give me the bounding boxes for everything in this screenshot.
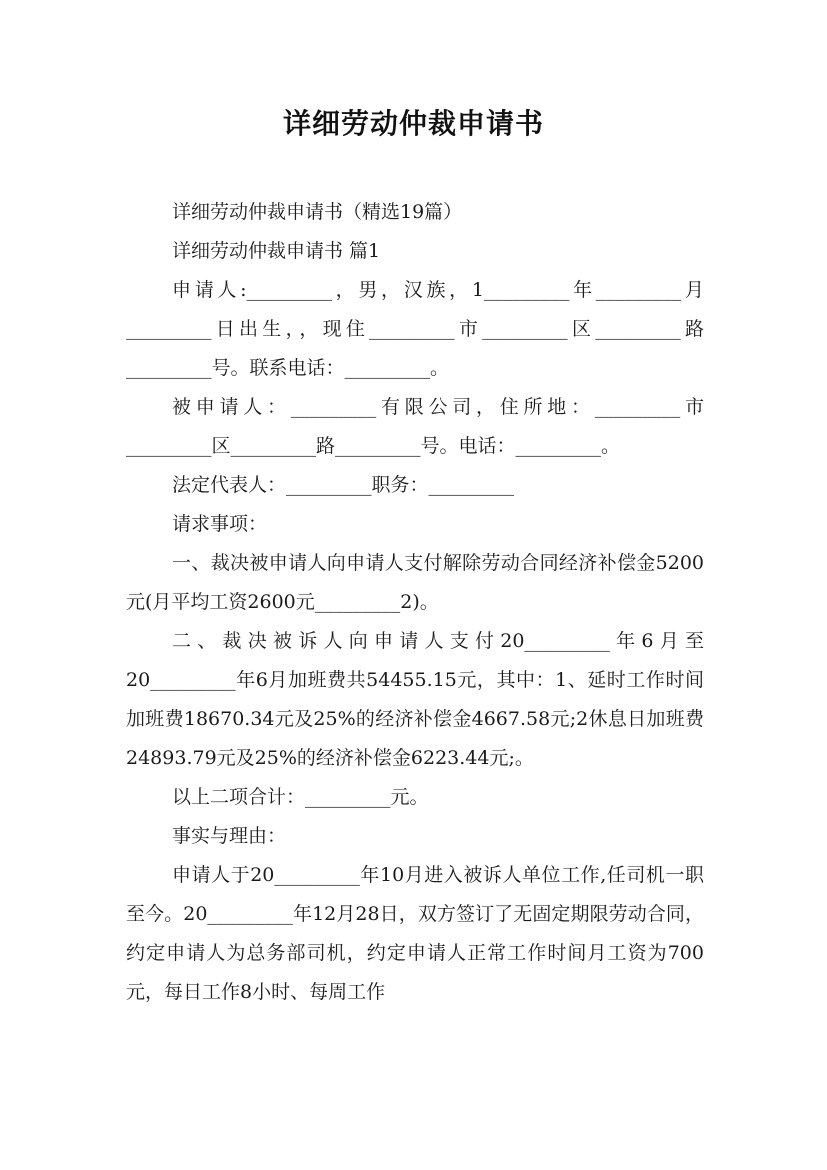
paragraph-total: 以上二项合计：_________元。	[172, 786, 429, 808]
paragraph-facts-heading: 事实与理由：	[172, 825, 287, 847]
paragraph-subtitle: 详细劳动仲裁申请书（精选19篇）	[172, 201, 463, 223]
paragraph-claim-two: 二、裁决被诉人向申请人支付20_________年6月至20_________年6月加班费共54455.15元，其中：1、延时工作时间加班费18670.34元及25%的经济补偿金4667.58元;2休息日加班费24893.79元及25%的经济补偿金6223.44元;。	[126, 630, 704, 769]
document-body	[126, 193, 704, 1012]
paragraph-applicant: 申请人:_________，男，汉族，1_________年_________月_________日出生，，现住_________市_________区_________路_________号。联系电话：_________。	[126, 279, 704, 379]
paragraph-claim-one: 一、裁决被申请人向申请人支付解除劳动合同经济补偿金5200元(月平均工资2600元_________2)。	[126, 552, 704, 613]
paragraph-legal-representative: 法定代表人：_________职务：_________	[172, 474, 515, 496]
paragraph-section-heading: 详细劳动仲裁申请书 篇1	[172, 240, 381, 262]
document-title: 详细劳动仲裁申请书	[282, 107, 544, 140]
paragraph-facts-body: 申请人于20_________年10月进入被诉人单位工作,任司机一职至今。20_________年12月28日，双方签订了无固定期限劳动合同，约定申请人为总务部司机，约定申请人正常工作时间月工资为700元，每日工作8小时、每周工作	[126, 864, 704, 1003]
paragraph-claims-heading: 请求事项：	[172, 513, 268, 535]
paragraph-respondent: 被申请人：_________有限公司，住所地：_________市_________区_________路_________号。电话：_________。	[126, 396, 704, 457]
